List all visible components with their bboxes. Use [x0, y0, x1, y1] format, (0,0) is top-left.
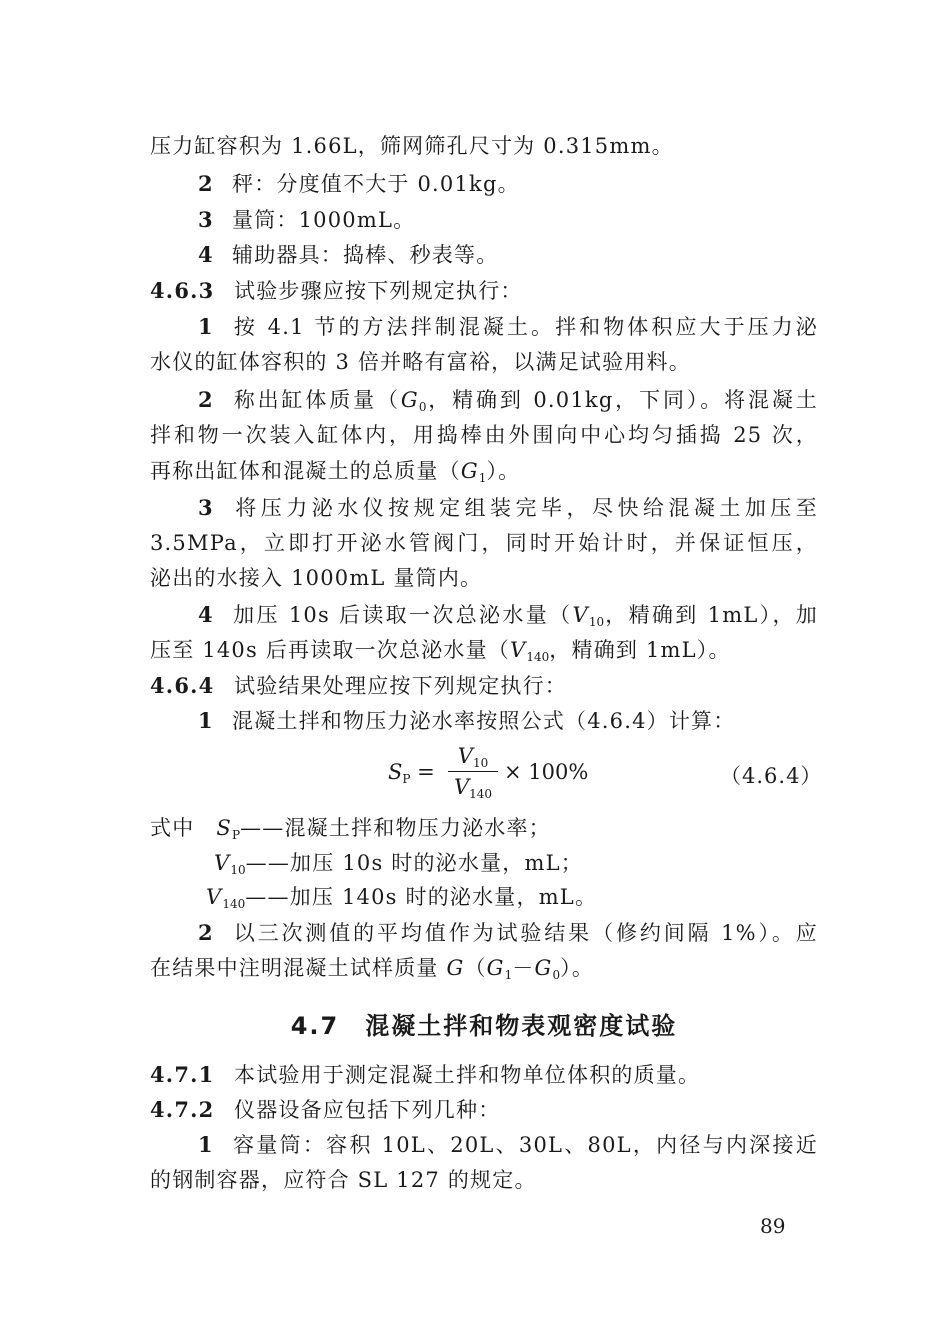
variable: G: [400, 388, 419, 412]
subscript: 140: [222, 897, 246, 911]
subscript: 0: [552, 968, 561, 982]
clause-heading: [150, 1095, 818, 1125]
clause-number: 4.6.4: [150, 673, 215, 698]
line-text: 拌和物一次装入缸体内，用捣棒由外围向中心均匀插捣 25 次，: [150, 423, 818, 447]
denominator: [448, 773, 498, 801]
item-number: 2: [198, 920, 214, 945]
equation-number: （4.6.4）: [720, 764, 823, 788]
text-line: [150, 528, 818, 558]
variable: V: [510, 638, 527, 662]
line-text: 泌出的水接入 1000mL 量筒内。: [150, 566, 483, 590]
text-line: [150, 1165, 818, 1195]
item-text: 称出缸体质量（: [232, 388, 401, 412]
item-number: 4: [198, 602, 214, 627]
subscript: P: [402, 772, 411, 786]
item-text: ，精确到 1mL），加: [604, 603, 818, 627]
variable: V: [453, 775, 470, 799]
numerator: [448, 742, 498, 770]
variable: V: [206, 885, 223, 909]
line-text: 在结果中注明混凝土试样质量: [150, 956, 447, 980]
line-text: 压至 140s 后再读取一次总泌水量（: [150, 638, 511, 662]
text-line: [150, 456, 818, 493]
line-text: （: [464, 956, 487, 980]
subscript: 1: [504, 968, 513, 982]
list-item: [198, 169, 818, 199]
text-line: [150, 131, 818, 161]
subscript: 1: [478, 471, 487, 485]
definition-text: ——加压 10s 时的泌水量，mL；: [245, 851, 583, 875]
line-text: 的钢制容器，应符合 SL 127 的规定。: [150, 1168, 537, 1192]
line-text: 水仪的缸体容积的 3 倍并略有富裕，以满足试验用料。: [150, 350, 691, 374]
line-text: 再称出缸体和混凝土的总质量（: [150, 459, 461, 483]
equals-sign: =: [417, 760, 435, 784]
list-item: [198, 205, 818, 235]
variable: V: [214, 851, 231, 875]
section-title: 4.7 混凝土拌和物表观密度试验: [290, 1012, 678, 1040]
line-text: 3.5MPa，立即打开泌水管阀门，同时开始计时，并保证恒压，: [150, 531, 818, 555]
subscript: 140: [469, 787, 493, 801]
fraction-bar: [448, 771, 498, 772]
item-text: 混凝土拌和物压力泌水率按照公式（4.6.4）计算：: [232, 709, 736, 733]
item-number: 3: [198, 207, 214, 232]
variable: S: [388, 760, 403, 784]
text-line: [150, 347, 818, 377]
item-number: 1: [198, 708, 214, 733]
item-number: 2: [198, 387, 214, 412]
where-line: [150, 813, 818, 850]
variable: S: [216, 816, 232, 840]
item-number: 1: [198, 314, 214, 339]
item-text: 辅助器具：捣棒、秒表等。: [232, 243, 499, 267]
list-item: [198, 493, 818, 523]
where-line: [206, 882, 818, 919]
subscript: 10: [588, 615, 605, 629]
clause-text: 试验步骤应按下列规定执行：: [234, 279, 523, 303]
item-text: 秤：分度值不大于 0.01kg。: [232, 172, 520, 196]
text-line: [150, 953, 818, 990]
list-item: [198, 706, 818, 736]
clause-number: 4.7.1: [150, 1062, 215, 1087]
clause-number: 4.6.3: [150, 278, 215, 303]
clause-heading: [150, 276, 818, 306]
item-text: 按 4.1 节的方法拌制混凝土。拌和物体积应大于压力泌: [232, 315, 818, 339]
list-item: [198, 1130, 818, 1160]
variable: V: [457, 744, 473, 768]
formula-lhs: [388, 760, 435, 786]
subscript: P: [232, 828, 241, 842]
line-text: ，精确到 1mL）。: [549, 638, 731, 662]
fraction: [448, 742, 498, 801]
subscript: 0: [418, 400, 427, 414]
clause-text: 试验结果处理应按下列规定执行：: [234, 674, 567, 698]
item-number: 3: [198, 495, 214, 520]
text-line: [150, 420, 818, 450]
item-text: 加压 10s 后读取一次总泌水量（: [232, 603, 573, 627]
subscript: 10: [472, 756, 489, 770]
variable: G: [534, 956, 553, 980]
where-line: [214, 848, 818, 885]
where-label: 式中: [150, 816, 195, 840]
variable: G: [486, 956, 505, 980]
item-text: ，精确到 0.01kg，下同）。将混凝土: [426, 388, 818, 412]
subscript: 140: [526, 650, 550, 664]
variable: G: [446, 956, 465, 980]
page-number: 89: [760, 1214, 786, 1238]
clause-text: 仪器设备应包括下列几种：: [234, 1098, 501, 1122]
line-text: ）。: [486, 459, 521, 483]
item-text: 容量筒：容积 10L、20L、30L、80L，内径与内深接近: [232, 1133, 818, 1157]
clause-number: 4.7.2: [150, 1097, 215, 1122]
list-item: [198, 918, 818, 948]
list-item: [198, 240, 818, 270]
subscript: 10: [230, 863, 246, 877]
text-line: [150, 635, 818, 672]
item-text: 以三次测值的平均值作为试验结果（修约间隔 1%）。应: [232, 921, 818, 945]
definition-text: ——混凝土拌和物压力泌水率；: [240, 816, 551, 840]
clause-heading: [150, 671, 818, 701]
variable: G: [460, 459, 479, 483]
item-text: 将压力泌水仪按规定组装完毕，尽快给混凝土加压至: [232, 496, 818, 520]
clause-heading: [150, 1060, 818, 1090]
item-number: 4: [198, 242, 214, 267]
list-item: [198, 312, 818, 342]
item-text: 量筒：1000mL。: [232, 208, 416, 232]
formula-rhs: × 100%: [504, 760, 589, 784]
variable: V: [572, 603, 589, 627]
list-item: [198, 600, 818, 637]
list-item: [198, 385, 818, 422]
item-number: 1: [198, 1132, 214, 1157]
line-text: ）。: [560, 956, 595, 980]
definition-text: ——加压 140s 时的泌水量，mL。: [245, 885, 598, 909]
line-text: 压力缸容积为 1.66L，筛网筛孔尺寸为 0.315mm。: [150, 134, 674, 158]
item-number: 2: [198, 171, 214, 196]
clause-text: 本试验用于测定混凝土拌和物单位体积的质量。: [234, 1063, 701, 1087]
text-line: [150, 563, 818, 593]
minus-sign: －: [512, 956, 535, 980]
